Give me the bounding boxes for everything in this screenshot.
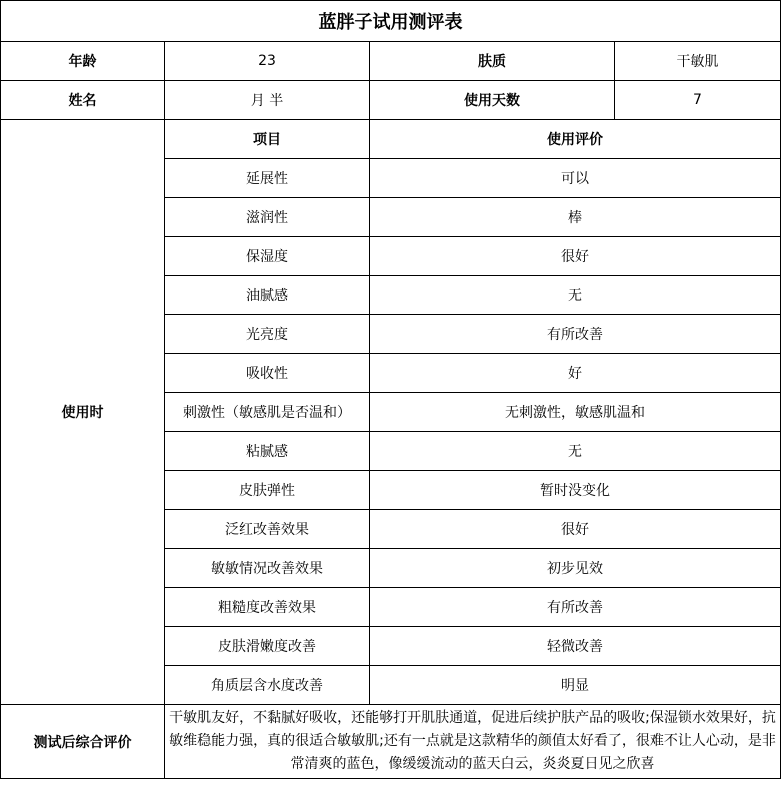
item-cell: 粘腻感 [165, 432, 370, 471]
evaluation-cell: 暂时没变化 [370, 471, 781, 510]
evaluation-cell: 明显 [370, 666, 781, 705]
summary-row [1, 705, 781, 779]
evaluation-cell: 无刺激性，敏感肌温和 [370, 393, 781, 432]
item-cell: 皮肤弹性 [165, 471, 370, 510]
skin-type-label: 肤质 [370, 42, 615, 81]
item-cell: 吸收性 [165, 354, 370, 393]
item-cell: 皮肤滑嫩度改善 [165, 627, 370, 666]
evaluation-cell: 初步见效 [370, 549, 781, 588]
item-cell: 保湿度 [165, 237, 370, 276]
info-row-1 [1, 42, 781, 81]
name-label: 姓名 [1, 81, 165, 120]
item-cell: 粗糙度改善效果 [165, 588, 370, 627]
age-label: 年龄 [1, 42, 165, 81]
days-label: 使用天数 [370, 81, 615, 120]
usage-group-label: 使用时 [1, 120, 165, 705]
title-row [1, 1, 781, 42]
evaluation-cell: 棒 [370, 198, 781, 237]
name-value: 月 半 [165, 81, 370, 120]
table-title: 蓝胖子试用测评表 [1, 1, 781, 42]
evaluation-cell: 有所改善 [370, 588, 781, 627]
item-cell: 泛红改善效果 [165, 510, 370, 549]
evaluation-cell: 无 [370, 432, 781, 471]
evaluation-cell: 好 [370, 354, 781, 393]
evaluation-cell: 有所改善 [370, 315, 781, 354]
evaluation-cell: 无 [370, 276, 781, 315]
summary-label: 测试后综合评价 [1, 705, 165, 779]
evaluation-header: 使用评价 [370, 120, 781, 159]
age-value: 23 [165, 42, 370, 81]
item-cell: 滋润性 [165, 198, 370, 237]
info-row-2 [1, 81, 781, 120]
summary-text: 干敏肌友好，不黏腻好吸收，还能够打开肌肤通道，促进后续护肤产品的吸收;保湿锁水效果好，抗敏维稳能力强，真的很适合敏敏肌;还有一点就是这款精华的颜值太好看了，很难不让人心动，是非常清爽的蓝色，像缓缓流动的蓝天白云，炎炎夏日见之欣喜 [165, 705, 781, 779]
evaluation-cell: 很好 [370, 237, 781, 276]
item-cell: 光亮度 [165, 315, 370, 354]
evaluation-cell: 很好 [370, 510, 781, 549]
item-cell: 刺激性（敏感肌是否温和） [165, 393, 370, 432]
item-cell: 延展性 [165, 159, 370, 198]
days-value: 7 [615, 81, 781, 120]
usage-header-row [1, 120, 781, 159]
item-header: 项目 [165, 120, 370, 159]
item-cell: 角质层含水度改善 [165, 666, 370, 705]
item-cell: 敏敏情况改善效果 [165, 549, 370, 588]
evaluation-cell: 轻微改善 [370, 627, 781, 666]
skin-type-value: 干敏肌 [615, 42, 781, 81]
evaluation-cell: 可以 [370, 159, 781, 198]
item-cell: 油腻感 [165, 276, 370, 315]
